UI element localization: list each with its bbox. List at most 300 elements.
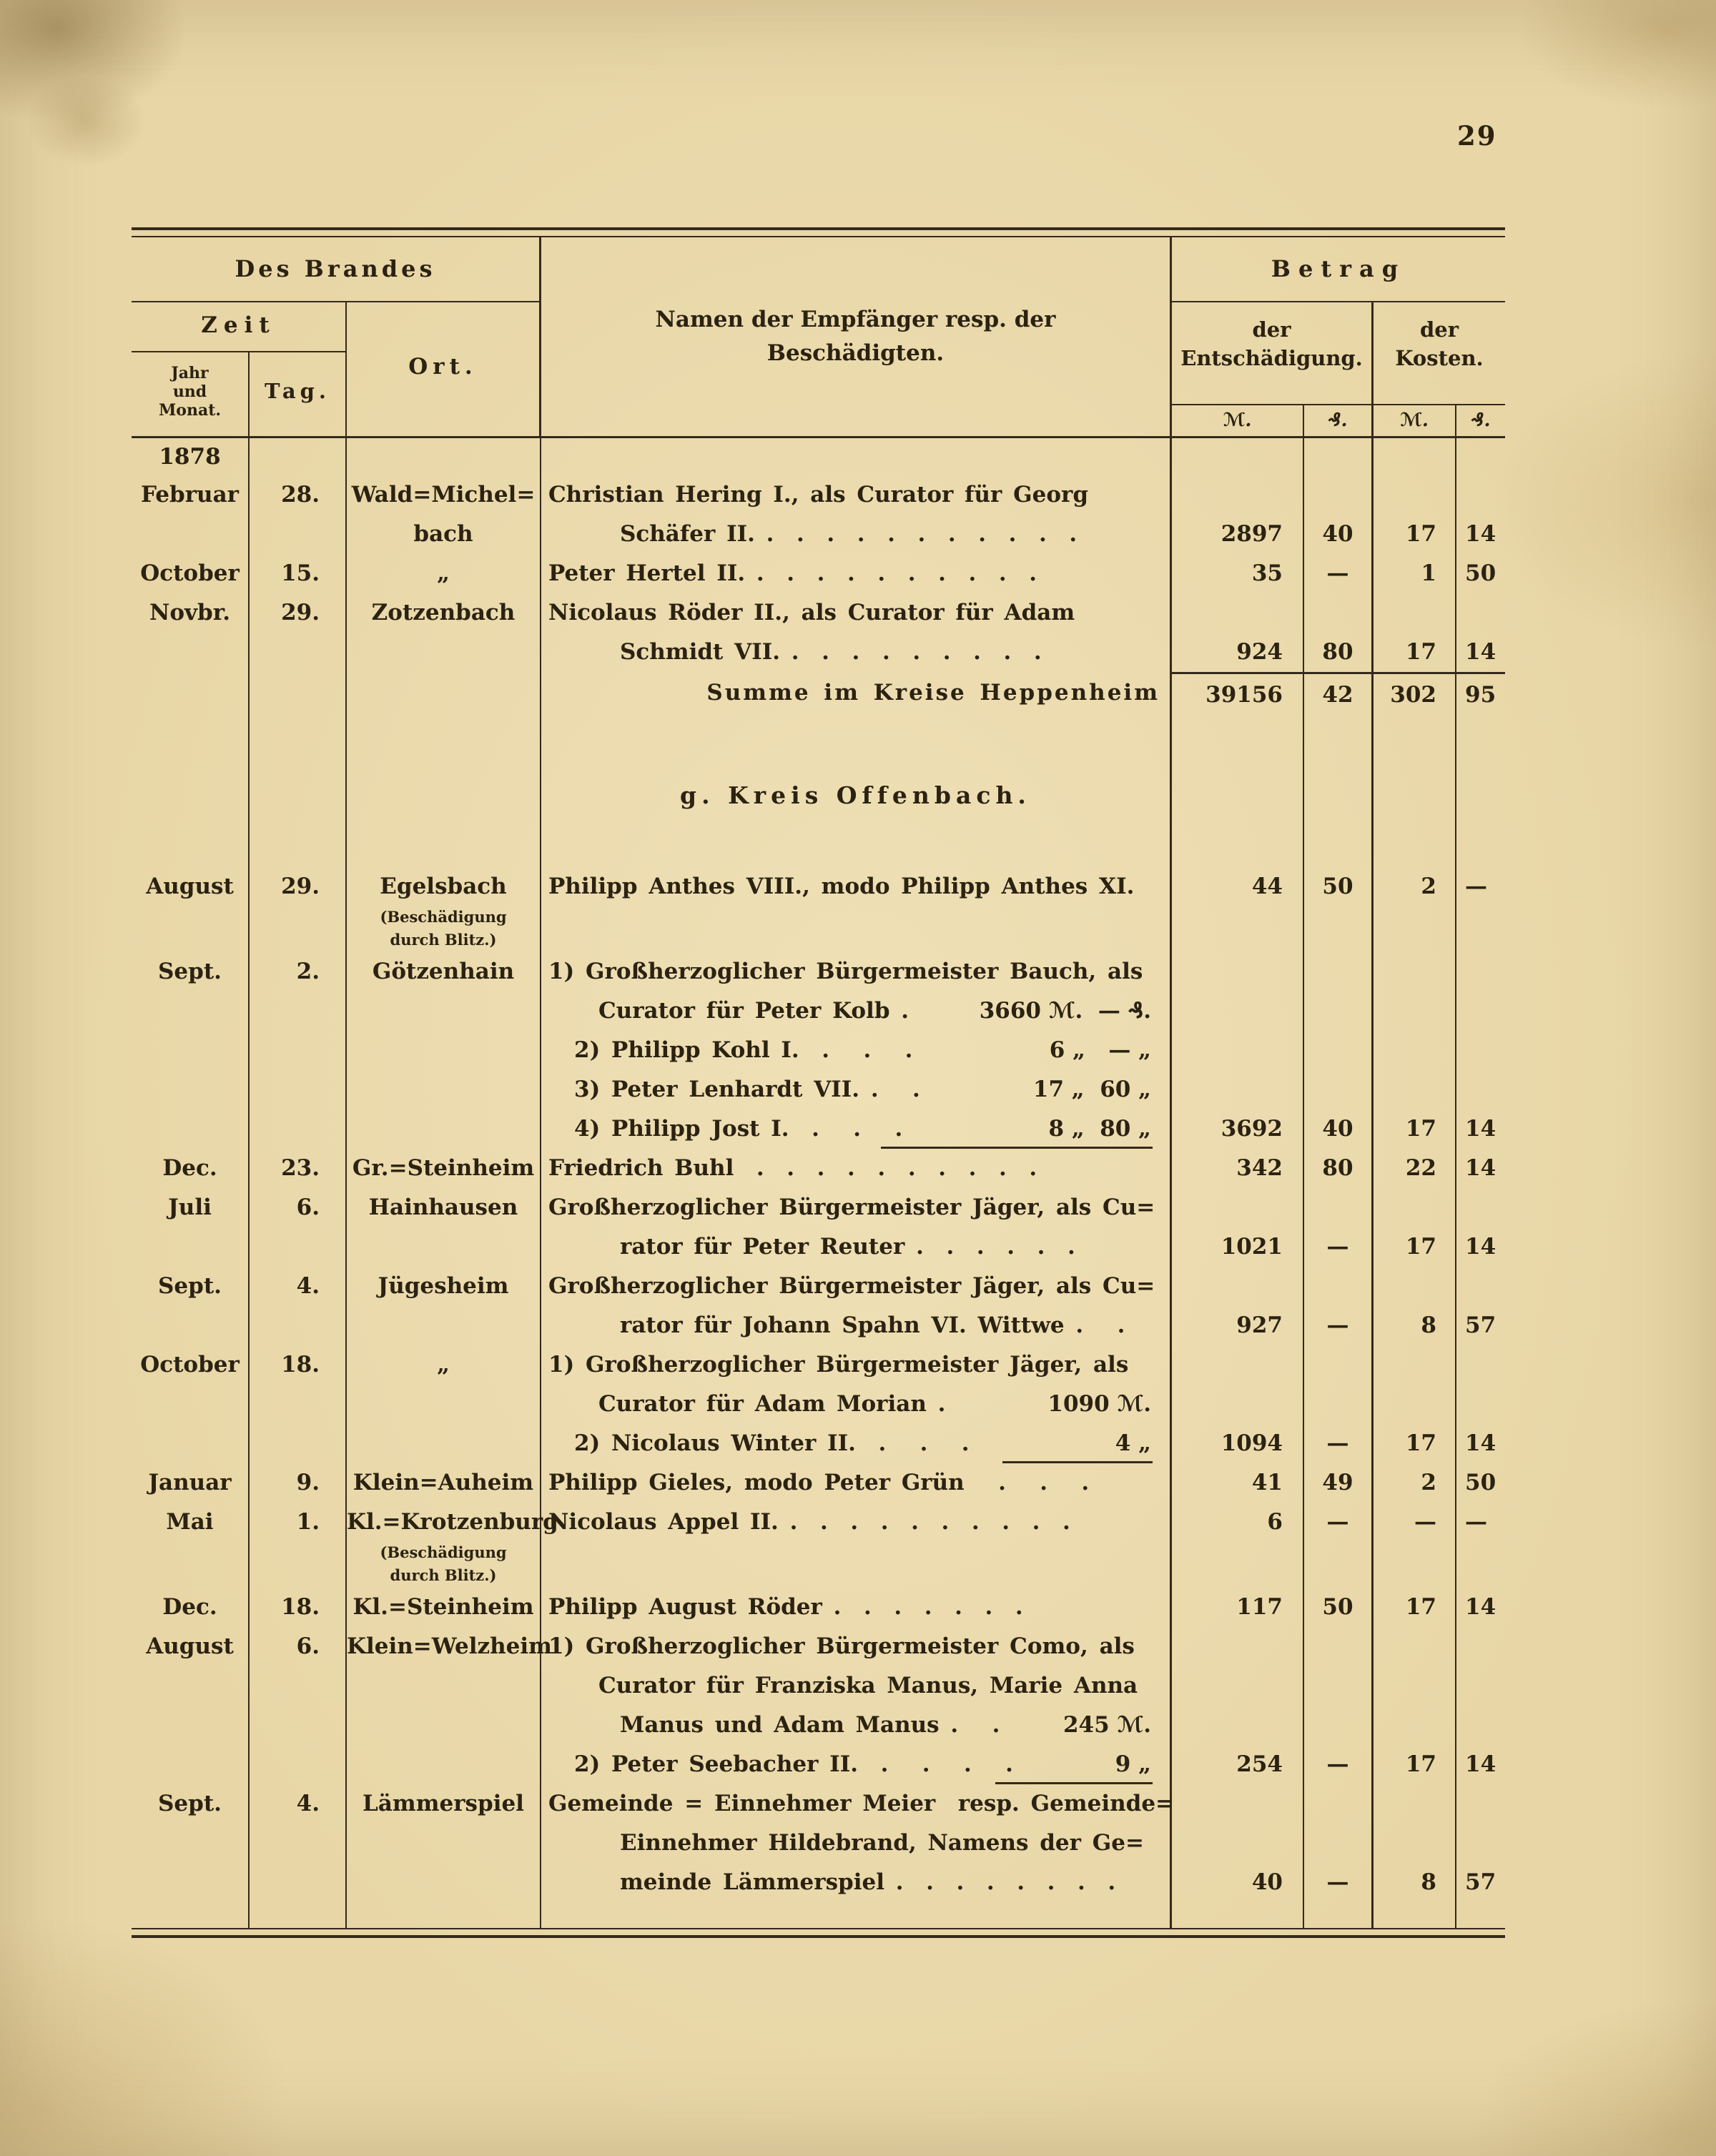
cell-ort bbox=[347, 438, 541, 475]
recipient-text: meinde Lämmerspiel . . . . . . . . bbox=[620, 1869, 1116, 1895]
cell-ort bbox=[347, 817, 541, 867]
cell-epf: — bbox=[1304, 1863, 1374, 1902]
cell-name bbox=[541, 1463, 1172, 1503]
cell-ort: Zotzenbach bbox=[347, 593, 541, 633]
cell-em bbox=[1172, 1824, 1304, 1863]
cell-name bbox=[541, 1824, 1172, 1863]
cell-epf: — bbox=[1304, 1503, 1374, 1542]
cell-tag bbox=[250, 817, 347, 867]
recipient-text: Schäfer II. . . . . . . . . . . . bbox=[620, 521, 1078, 547]
cell-em: 44 bbox=[1172, 867, 1304, 906]
cell-kpf: 50 bbox=[1465, 1470, 1496, 1495]
cell-em: 35 bbox=[1172, 554, 1304, 593]
mark-symbol: ℳ. bbox=[1374, 405, 1456, 436]
recipient-text: Philipp Gieles, modo Peter Grün . . . bbox=[548, 1470, 1090, 1495]
cell-km bbox=[1374, 1188, 1456, 1227]
cell-epf bbox=[1304, 1824, 1374, 1863]
cell-em bbox=[1172, 1627, 1304, 1666]
cell-km bbox=[1374, 1784, 1456, 1824]
cell-tag: 4. bbox=[250, 1784, 347, 1824]
cell-ort: bach bbox=[347, 515, 541, 554]
cell-name bbox=[541, 1666, 1172, 1706]
cell-km bbox=[1374, 1031, 1456, 1070]
cell-tag bbox=[250, 1824, 347, 1863]
cell-name bbox=[541, 438, 1172, 475]
cell-em: 39156 bbox=[1172, 672, 1304, 713]
mark-symbol: ℳ. bbox=[1172, 405, 1304, 436]
recipient-text: 4) Philipp Jost I. . . . bbox=[574, 1116, 903, 1142]
recipient-text: 2) Nicolaus Winter II. . . . bbox=[574, 1430, 970, 1456]
cell-km: 17 bbox=[1374, 1227, 1456, 1267]
cell-name bbox=[541, 1784, 1175, 1824]
recipient-text: Schmidt VII. . . . . . . . . . bbox=[620, 639, 1042, 665]
cell-jahr bbox=[132, 1824, 250, 1863]
cell-ort bbox=[347, 1706, 541, 1745]
cell-epf: 40 bbox=[1304, 1109, 1374, 1149]
cell-tag: 23. bbox=[250, 1149, 347, 1188]
inline-amount: 6 „ — „ bbox=[1049, 1037, 1151, 1063]
cell-em bbox=[1172, 952, 1304, 992]
cell-ort: Lämmerspiel bbox=[347, 1784, 541, 1824]
cell-ort bbox=[347, 992, 541, 1031]
inline-amount: 4 „ bbox=[1115, 1430, 1151, 1456]
inline-amount: 245 ℳ. bbox=[1062, 1712, 1151, 1738]
cell-name bbox=[541, 992, 1172, 1031]
cell-em bbox=[1172, 1902, 1304, 1928]
cell-kpf: 50 bbox=[1465, 560, 1496, 586]
cell-epf bbox=[1304, 1706, 1374, 1745]
table-line bbox=[132, 1463, 1505, 1503]
cell-name bbox=[541, 1706, 1172, 1745]
cell-em bbox=[1172, 1784, 1304, 1824]
cell-name bbox=[541, 906, 1172, 928]
cell-ort: (Beschädigung bbox=[347, 1542, 541, 1563]
cell-em bbox=[1172, 438, 1304, 475]
cell-ort bbox=[347, 1109, 541, 1149]
cell-jahr bbox=[132, 774, 250, 817]
cell-tag bbox=[250, 1666, 347, 1706]
cell-ort: Wald=Michel= bbox=[347, 475, 541, 515]
cell-km bbox=[1374, 1345, 1456, 1385]
cell-jahr bbox=[132, 633, 250, 672]
page-number: 29 bbox=[1457, 120, 1497, 152]
cell-ort bbox=[347, 1824, 541, 1863]
cell-ort bbox=[347, 672, 541, 713]
cell-kpf bbox=[1456, 1666, 1505, 1706]
section-heading-row bbox=[132, 774, 1505, 817]
table-bottom-rule bbox=[132, 1928, 1505, 1938]
cell-em: 117 bbox=[1172, 1588, 1304, 1627]
cell-epf: — bbox=[1304, 1745, 1374, 1784]
cell-name bbox=[541, 1902, 1172, 1928]
cell-ort: Klein=Welzheim bbox=[347, 1627, 541, 1666]
cell-em: 254 bbox=[1172, 1745, 1304, 1784]
cell-jahr bbox=[132, 1385, 250, 1424]
cell-tag: 15. bbox=[250, 554, 347, 593]
cell-em: 927 bbox=[1172, 1306, 1304, 1345]
header-left-group bbox=[132, 237, 541, 436]
recipient-text: 2) Peter Seebacher II. . . . . bbox=[574, 1751, 1013, 1777]
cell-km bbox=[1374, 713, 1456, 774]
cell-epf: 50 bbox=[1304, 867, 1374, 906]
cell-em bbox=[1172, 992, 1304, 1031]
table-line bbox=[132, 515, 1505, 554]
header-zeit-group bbox=[132, 302, 347, 436]
cell-tag bbox=[250, 992, 347, 1031]
cell-em bbox=[1172, 906, 1304, 928]
table-line bbox=[132, 952, 1505, 992]
cell-jahr: Dec. bbox=[132, 1588, 250, 1627]
cell-tag: 9. bbox=[250, 1463, 347, 1503]
cell-jahr: Novbr. bbox=[132, 593, 250, 633]
table-line bbox=[132, 1588, 1505, 1627]
table-line bbox=[132, 1784, 1505, 1824]
inline-amount: 8 „ 80 „ bbox=[1048, 1116, 1151, 1142]
cell-jahr bbox=[132, 1863, 250, 1902]
cell-kpf bbox=[1456, 1188, 1505, 1227]
cell-tag bbox=[250, 1863, 347, 1902]
table-line bbox=[132, 1306, 1505, 1345]
cell-tag: 1. bbox=[250, 1503, 347, 1542]
cell-jahr bbox=[132, 1306, 250, 1345]
cell-km: 17 bbox=[1374, 1424, 1456, 1463]
cell-em: 924 bbox=[1172, 633, 1304, 672]
cell-jahr: Februar bbox=[132, 475, 250, 515]
cell-kpf: 14 bbox=[1465, 1430, 1496, 1456]
cell-epf bbox=[1304, 593, 1374, 633]
cell-km bbox=[1374, 593, 1456, 633]
cell-km bbox=[1374, 928, 1456, 952]
header-jahr-line2: und bbox=[172, 382, 207, 401]
cell-ort: Egelsbach bbox=[347, 867, 541, 906]
cell-tag: 4. bbox=[250, 1267, 347, 1306]
cell-km: 22 bbox=[1374, 1149, 1456, 1188]
cell-km: 1 bbox=[1374, 554, 1456, 593]
section-heading: g. Kreis Offenbach. bbox=[541, 774, 1172, 817]
cell-em: 41 bbox=[1172, 1463, 1304, 1503]
cell-ort: Klein=Auheim bbox=[347, 1463, 541, 1503]
cell-ort bbox=[347, 774, 541, 817]
cell-name bbox=[541, 1070, 1172, 1109]
cell-tag: 28. bbox=[250, 475, 347, 515]
cell-name bbox=[541, 1563, 1172, 1588]
cell-em: 342 bbox=[1172, 1149, 1304, 1188]
cell-epf bbox=[1304, 438, 1374, 475]
cell-jahr: October bbox=[132, 554, 250, 593]
table-body bbox=[132, 438, 1505, 1928]
table-line bbox=[132, 1188, 1505, 1227]
table-line bbox=[132, 1627, 1505, 1666]
cell-epf bbox=[1304, 817, 1374, 867]
table-line bbox=[132, 992, 1505, 1031]
cell-km: — bbox=[1374, 1503, 1456, 1542]
table-line bbox=[132, 1824, 1505, 1863]
cell-epf bbox=[1304, 1784, 1374, 1824]
cell-jahr: Mai bbox=[132, 1503, 250, 1542]
recipient-text: Großherzoglicher Bürgermeister Jäger, als Cu= bbox=[548, 1273, 1155, 1299]
cell-epf bbox=[1304, 1902, 1374, 1928]
cell-tag bbox=[250, 633, 347, 672]
cell-name bbox=[541, 1267, 1172, 1306]
inline-amount: 9 „ bbox=[1115, 1751, 1151, 1777]
cell-ort: Jügesheim bbox=[347, 1267, 541, 1306]
table-top-rule bbox=[132, 227, 1505, 237]
cell-epf bbox=[1304, 906, 1374, 928]
cell-ort: Hainhausen bbox=[347, 1188, 541, 1227]
header-jahr-line3: Monat. bbox=[158, 401, 222, 420]
cell-epf bbox=[1304, 1563, 1374, 1588]
cell-jahr bbox=[132, 1902, 250, 1928]
header-entschaedigung-group bbox=[1172, 302, 1374, 436]
cell-km: 8 bbox=[1374, 1306, 1456, 1345]
table-line bbox=[132, 1542, 1505, 1563]
cell-em bbox=[1172, 1563, 1304, 1588]
recipient-text: Nicolaus Röder II., als Curator für Adam bbox=[548, 600, 1075, 625]
recipient-text: Curator für Peter Kolb . bbox=[598, 998, 909, 1024]
cell-km bbox=[1374, 1706, 1456, 1745]
cell-epf bbox=[1304, 1666, 1374, 1706]
table-line bbox=[132, 867, 1505, 906]
cell-tag bbox=[250, 1542, 347, 1563]
cell-ort: durch Blitz.) bbox=[347, 1563, 541, 1588]
cell-km: 8 bbox=[1374, 1863, 1456, 1902]
recipient-text: Curator für Adam Morian . bbox=[598, 1391, 946, 1417]
cell-kpf bbox=[1456, 1385, 1505, 1424]
cell-tag bbox=[250, 1070, 347, 1109]
cell-jahr bbox=[132, 1542, 250, 1563]
recipient-text: Gemeinde = Einnehmer Meier resp. Gemeinde= bbox=[548, 1791, 1175, 1816]
cell-kpf: 14 bbox=[1465, 1234, 1496, 1260]
cell-epf bbox=[1304, 1542, 1374, 1563]
table-line bbox=[132, 1385, 1505, 1424]
cell-tag bbox=[250, 906, 347, 928]
cell-km: 2 bbox=[1374, 867, 1456, 906]
pfennig-symbol: ₰. bbox=[1471, 410, 1491, 431]
cell-epf: 42 bbox=[1304, 672, 1374, 713]
table-line bbox=[132, 1706, 1505, 1745]
cell-km bbox=[1374, 438, 1456, 475]
cell-epf: 49 bbox=[1304, 1463, 1374, 1503]
cell-km bbox=[1374, 1267, 1456, 1306]
cell-jahr bbox=[132, 1227, 250, 1267]
cell-ort: „ bbox=[347, 1345, 541, 1385]
cell-ort bbox=[347, 1745, 541, 1784]
header-betrag: Betrag bbox=[1172, 237, 1505, 302]
cell-name bbox=[541, 817, 1172, 867]
cell-name bbox=[541, 593, 1172, 633]
cell-km bbox=[1374, 774, 1456, 817]
cell-kpf bbox=[1456, 952, 1505, 992]
cell-ort bbox=[347, 1031, 541, 1070]
table-line bbox=[132, 438, 1505, 475]
table-line bbox=[132, 1902, 1505, 1928]
cell-em bbox=[1172, 475, 1304, 515]
table-line bbox=[132, 1109, 1505, 1149]
cell-em bbox=[1172, 817, 1304, 867]
cell-tag bbox=[250, 1563, 347, 1588]
cell-em: 1094 bbox=[1172, 1424, 1304, 1463]
header-jahr-und-monat bbox=[132, 352, 250, 436]
cell-kpf bbox=[1456, 928, 1505, 952]
cell-kpf: 14 bbox=[1465, 1155, 1496, 1181]
inline-amount: 3660 ℳ. — ₰. bbox=[979, 998, 1151, 1024]
header-zeit-sub bbox=[132, 352, 345, 436]
recipient-text: Philipp August Röder . . . . . . . bbox=[548, 1594, 1023, 1620]
header-tag: Tag. bbox=[265, 379, 330, 403]
recipient-text: 1) Großherzoglicher Bürgermeister Bauch, als bbox=[548, 959, 1143, 984]
recipient-text: 1) Großherzoglicher Bürgermeister Como, als bbox=[548, 1633, 1135, 1659]
cell-epf: — bbox=[1304, 554, 1374, 593]
cell-km bbox=[1374, 1902, 1456, 1928]
cell-tag: 18. bbox=[250, 1588, 347, 1627]
cell-name bbox=[541, 1227, 1172, 1267]
cell-km: 17 bbox=[1374, 1109, 1456, 1149]
cell-tag: 29. bbox=[250, 867, 347, 906]
cell-kpf: 57 bbox=[1465, 1312, 1496, 1338]
cell-epf bbox=[1304, 1345, 1374, 1385]
recipient-text: 1) Großherzoglicher Bürgermeister Jäger, als bbox=[548, 1352, 1129, 1378]
table-line bbox=[132, 672, 1505, 713]
cell-em: 40 bbox=[1172, 1863, 1304, 1902]
cell-epf bbox=[1304, 928, 1374, 952]
cell-em bbox=[1172, 928, 1304, 952]
table-line bbox=[132, 928, 1505, 952]
cell-kpf bbox=[1456, 906, 1505, 928]
cell-jahr: Sept. bbox=[132, 1267, 250, 1306]
cell-epf bbox=[1304, 992, 1374, 1031]
cell-tag: 2. bbox=[250, 952, 347, 992]
cell-name bbox=[541, 1306, 1172, 1345]
cell-jahr bbox=[132, 1070, 250, 1109]
cell-km bbox=[1374, 1627, 1456, 1666]
cell-epf: — bbox=[1304, 1306, 1374, 1345]
inline-amount: 17 „ 60 „ bbox=[1032, 1077, 1151, 1102]
cell-name bbox=[541, 1188, 1172, 1227]
cell-name bbox=[541, 1542, 1172, 1563]
cell-km bbox=[1374, 1385, 1456, 1424]
cell-jahr: Sept. bbox=[132, 952, 250, 992]
cell-epf bbox=[1304, 1031, 1374, 1070]
cell-km bbox=[1374, 952, 1456, 992]
cell-ort: Kl.=Krotzenburg bbox=[347, 1503, 541, 1542]
cell-tag: 6. bbox=[250, 1188, 347, 1227]
cell-kpf bbox=[1456, 817, 1505, 867]
recipient-text: rator für Peter Reuter . . . . . . bbox=[620, 1234, 1075, 1260]
cell-name bbox=[541, 1031, 1172, 1070]
cell-km bbox=[1374, 475, 1456, 515]
header-des-brandes: Des Brandes bbox=[132, 237, 539, 302]
cell-jahr: August bbox=[132, 867, 250, 906]
cell-name bbox=[541, 554, 1172, 593]
cell-name bbox=[541, 672, 1172, 713]
cell-ort bbox=[347, 1666, 541, 1706]
cell-name bbox=[541, 475, 1172, 515]
recipient-text: Nicolaus Appel II. . . . . . . . . . . bbox=[548, 1509, 1070, 1535]
cell-kpf: 14 bbox=[1465, 1751, 1496, 1777]
cell-km bbox=[1374, 1666, 1456, 1706]
cell-km: 17 bbox=[1374, 515, 1456, 554]
cell-tag bbox=[250, 928, 347, 952]
cell-epf bbox=[1304, 1267, 1374, 1306]
header-der-kosten bbox=[1374, 302, 1505, 404]
cell-km: 17 bbox=[1374, 633, 1456, 672]
cell-kpf bbox=[1456, 1706, 1505, 1745]
header-betrag-sub bbox=[1172, 302, 1505, 436]
cell-tag: 18. bbox=[250, 1345, 347, 1385]
table-line bbox=[132, 633, 1505, 672]
cell-tag bbox=[250, 1745, 347, 1784]
cell-tag bbox=[250, 1109, 347, 1149]
cell-kpf: 14 bbox=[1465, 521, 1496, 547]
cell-name bbox=[541, 928, 1172, 952]
recipient-text: Friedrich Buhl . . . . . . . . . . bbox=[548, 1155, 1037, 1181]
cell-tag bbox=[250, 438, 347, 475]
cell-tag bbox=[250, 774, 347, 817]
cell-ort: Götzenhain bbox=[347, 952, 541, 992]
cell-ort bbox=[347, 1902, 541, 1928]
cell-ort: durch Blitz.) bbox=[347, 928, 541, 952]
table-line bbox=[132, 1267, 1505, 1306]
cell-epf bbox=[1304, 713, 1374, 774]
recipient-text: Manus und Adam Manus . . bbox=[620, 1712, 1000, 1738]
header-namen-label: Namen der Empfänger resp. der Beschädigten. bbox=[655, 307, 1056, 366]
cell-tag: 6. bbox=[250, 1627, 347, 1666]
cell-epf: — bbox=[1304, 1227, 1374, 1267]
cell-jahr bbox=[132, 1745, 250, 1784]
cell-em: 6 bbox=[1172, 1503, 1304, 1542]
cell-km bbox=[1374, 1824, 1456, 1863]
cell-kpf bbox=[1456, 1345, 1505, 1385]
cell-name bbox=[541, 1588, 1172, 1627]
cell-km bbox=[1374, 992, 1456, 1031]
cell-em: 3692 bbox=[1172, 1109, 1304, 1149]
cell-tag: 29. bbox=[250, 593, 347, 633]
header-ort: Ort. bbox=[408, 354, 478, 380]
cell-kpf: 14 bbox=[1465, 1594, 1496, 1620]
cell-kpf: 14 bbox=[1465, 639, 1496, 665]
cell-epf bbox=[1304, 475, 1374, 515]
cell-epf bbox=[1304, 1627, 1374, 1666]
cell-name bbox=[541, 1345, 1172, 1385]
cell-tag bbox=[250, 1424, 347, 1463]
cell-tag bbox=[250, 672, 347, 713]
table-line bbox=[132, 1149, 1505, 1188]
cell-tag bbox=[250, 1031, 347, 1070]
cell-kpf: — bbox=[1465, 1509, 1487, 1535]
cell-jahr: Juli bbox=[132, 1188, 250, 1227]
table-line bbox=[132, 713, 1505, 774]
cell-em bbox=[1172, 713, 1304, 774]
table-line bbox=[132, 1745, 1505, 1784]
cell-ort bbox=[347, 1227, 541, 1267]
inline-amount: 1090 ℳ. bbox=[1047, 1391, 1151, 1417]
cell-epf bbox=[1304, 774, 1374, 817]
header-betrag-group bbox=[1172, 237, 1505, 436]
table-line bbox=[132, 1666, 1505, 1706]
cell-ort: Gr.=Steinheim bbox=[347, 1149, 541, 1188]
pfennig-symbol: ₰. bbox=[1328, 410, 1348, 431]
cell-kpf bbox=[1456, 1902, 1505, 1928]
cell-em bbox=[1172, 1188, 1304, 1227]
claims-table bbox=[132, 227, 1505, 1938]
cell-epf: 50 bbox=[1304, 1588, 1374, 1627]
cell-em bbox=[1172, 1666, 1304, 1706]
cell-em bbox=[1172, 774, 1304, 817]
table-line bbox=[132, 1563, 1505, 1588]
cell-name bbox=[541, 713, 1172, 774]
cell-name bbox=[541, 1109, 1172, 1149]
cell-jahr: Sept. bbox=[132, 1784, 250, 1824]
